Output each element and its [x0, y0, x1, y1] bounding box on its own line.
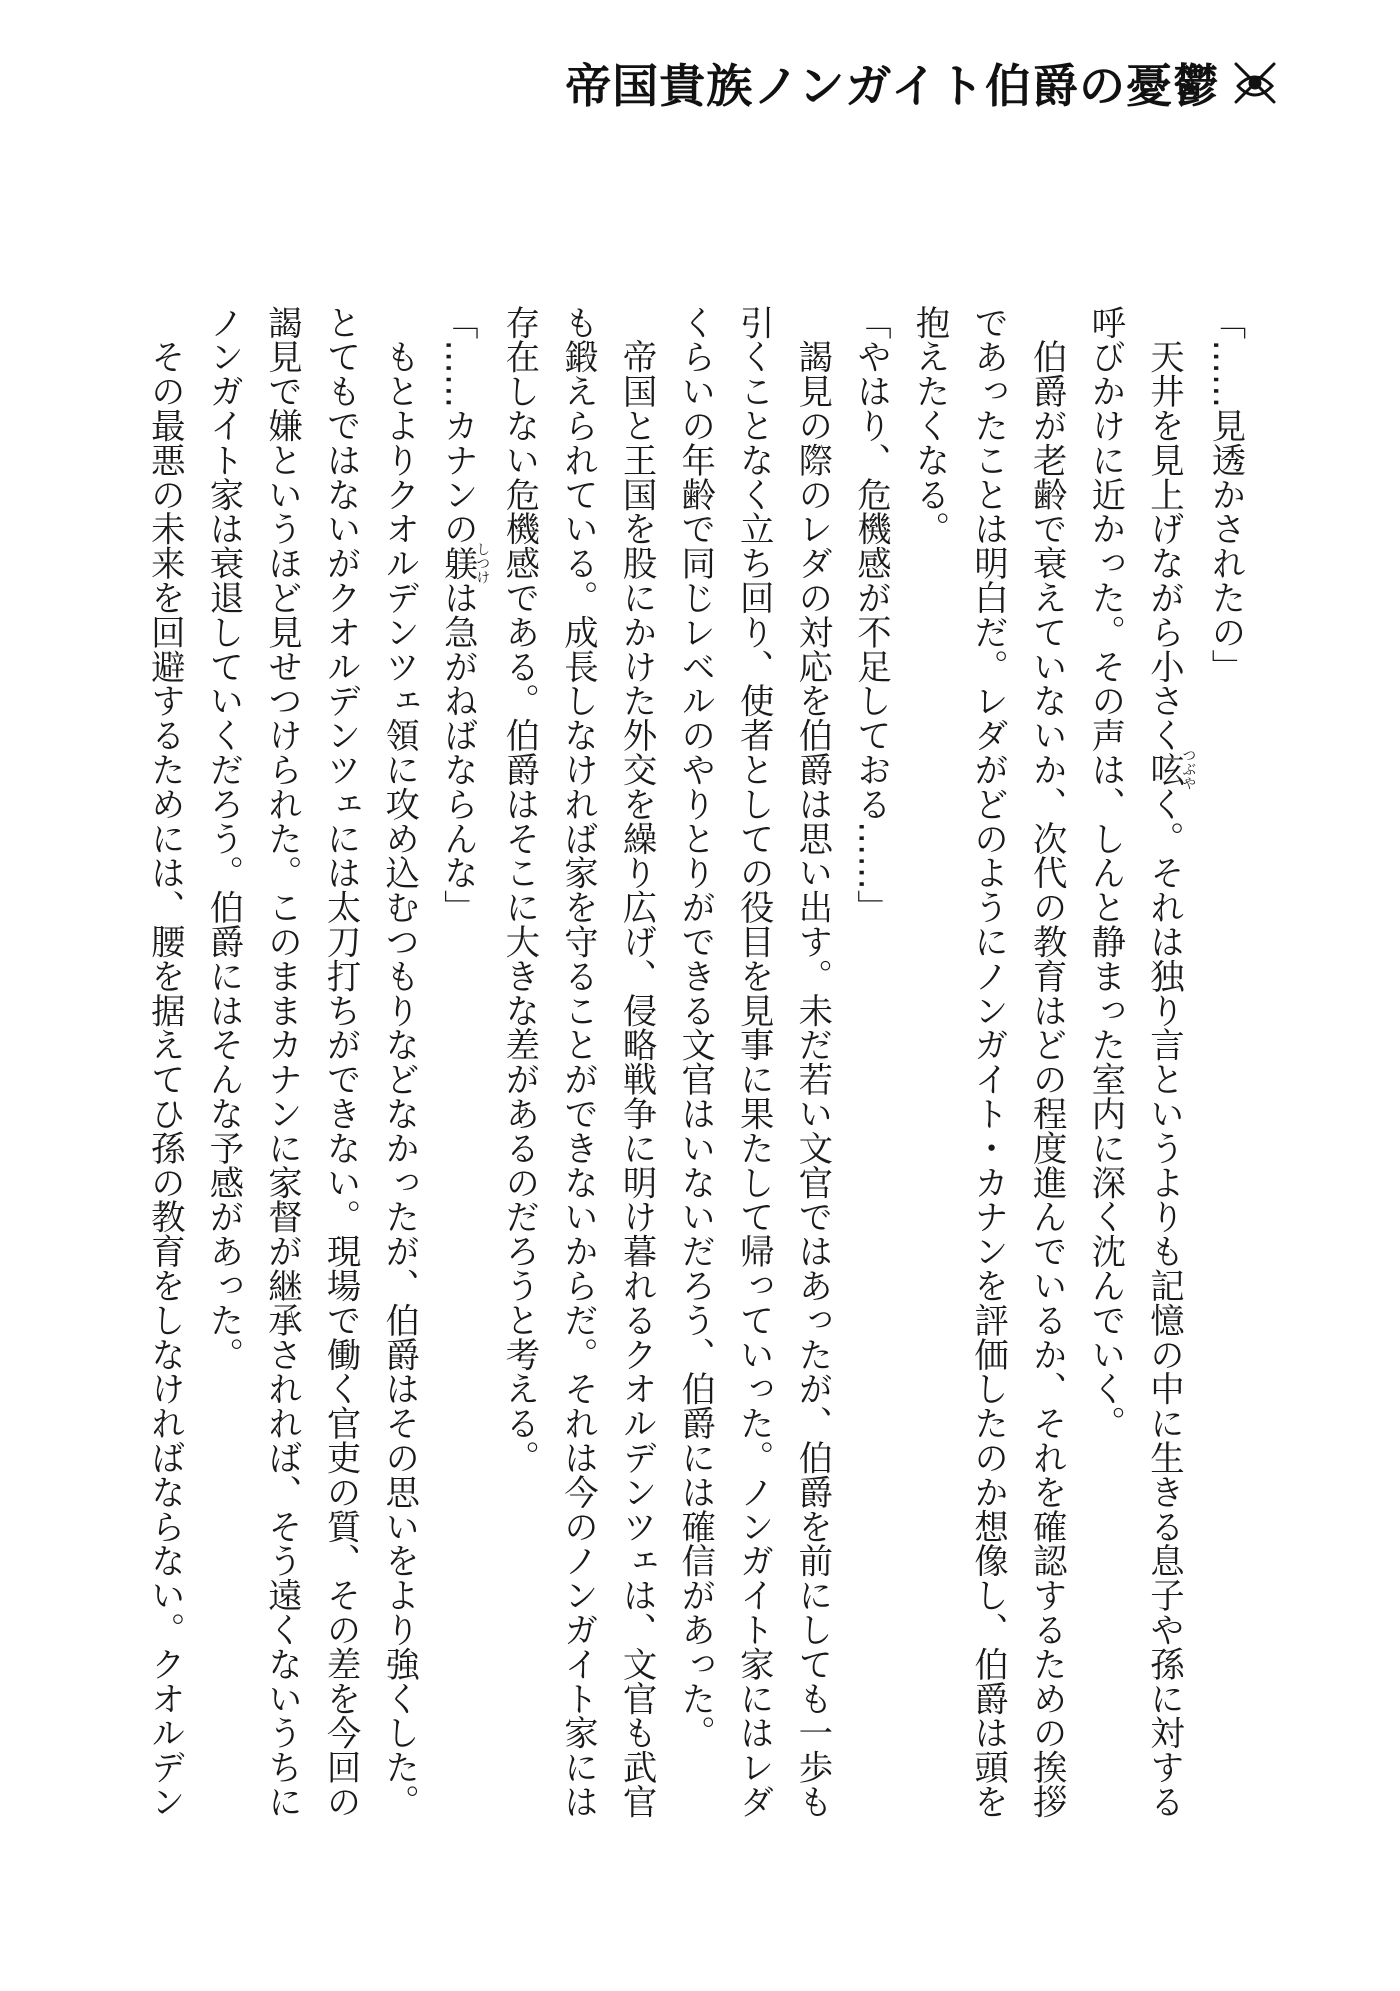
text-segment: は急がねばならんな」	[437, 580, 478, 925]
text-line: 謁見で嫌というほど見せつけられた。このままカナンに家督が継承されれば、そう遠くないうちに	[261, 305, 302, 1819]
ruby-word	[437, 541, 491, 584]
text-segment: 「……カナンの	[437, 305, 478, 546]
text-line: 「……見透かされたの」	[1205, 305, 1245, 684]
text-segment: く。それは独り言というよりも記憶の中に生きる息子や孫に対する	[1143, 786, 1184, 1819]
crossed-swords-ornament-icon	[1228, 56, 1282, 110]
text-line: 謁見の際のレダの対応を伯爵は思い出す。未だ若い文官ではあったが、伯爵を前にしても一歩も	[791, 305, 832, 1819]
text-line: その最悪の未来を回避するためには、腰を据えてひ孫の教育をしなければならない。クオルデン	[144, 305, 185, 1819]
text-segment: 天井を見上げながら小さく	[1143, 305, 1184, 753]
chapter-title: 帝国貴族ノンガイト伯爵の憂鬱	[565, 59, 1220, 113]
text-line: くらいの年齢で同じレベルのやりとりができる文官はいないだろう、伯爵には確信があった。	[674, 305, 715, 1750]
novel-body-text	[134, 305, 1254, 1835]
text-line: ノンガイト家は衰退していくだろう。伯爵にはそんな予感があった。	[202, 305, 243, 1372]
ruby-base: 呟	[1143, 748, 1184, 791]
text-line: 抱えたくなる。	[909, 305, 950, 546]
text-line: 帝国と王国を股にかけた外交を繰り広げ、侵略戦争に明け暮れるクオルデンツェは、文官も武官	[616, 305, 657, 1819]
text-line: 伯爵が老齢で衰えていないか、次代の教育はどの程度進んでいるか、それを確認するための挨拶	[1026, 305, 1067, 1819]
running-header	[565, 50, 1282, 116]
ruby-reading: しつけ	[474, 541, 491, 584]
ruby-base: 躾	[437, 541, 478, 584]
text-line: も鍛えられている。成長しなければ家を守ることができないからだ。それは今のノンガイト家には	[557, 305, 598, 1819]
text-line: もとよりクオルデンツェ領に攻め込むつもりなどなかったが、伯爵はその思いをより強くした。	[378, 305, 419, 1819]
text-line	[1134, 305, 1196, 1835]
text-line: であったことは明白だ。レダがどのようにノンガイト・カナンを評価したのか想像し、伯爵は頭を	[967, 305, 1008, 1819]
text-line: とてもではないがクオルデンツェには太刀打ちができない。現場で働く官吏の質、その差を今回の	[320, 305, 361, 1819]
text-line: 引くことなく立ち回り、使者としての役目を見事に果たして帰っていった。ノンガイト家にはレダ	[733, 305, 774, 1819]
text-line: 存在しない危機感である。伯爵はそこに大きな差があるのだろうと考える。	[498, 305, 539, 1475]
ruby-word	[1143, 748, 1197, 791]
text-line: 「やはり、危機感が不足しておる……」	[850, 305, 891, 925]
text-line	[428, 305, 490, 1835]
ruby-reading: つぶや	[1180, 748, 1197, 791]
text-line: 呼びかけに近かった。その声は、しんと静まった室内に深く沈んでいく。	[1084, 305, 1125, 1441]
